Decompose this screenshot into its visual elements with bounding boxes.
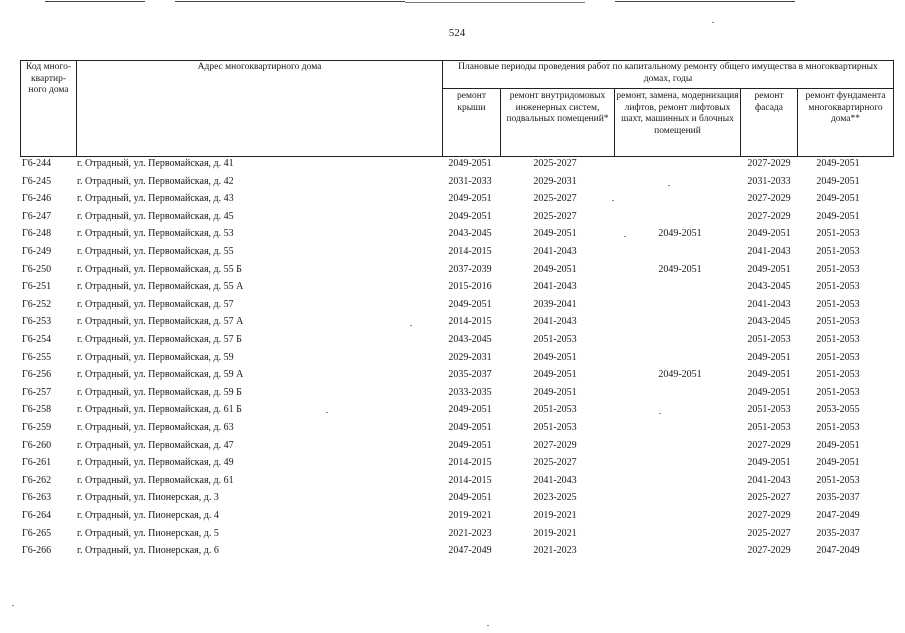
row-roof-period: 2043-2045: [448, 334, 492, 345]
row-facade-period: 2051-2053: [747, 422, 791, 433]
row-address: г. Отрадный, ул. Первомайская, д. 47: [77, 439, 234, 451]
row-roof-period: 2021-2023: [448, 527, 492, 539]
row-address: г. Отрадный, ул. Первомайская, д. 59 Б: [77, 386, 242, 398]
row-roof-period: 2014-2015: [448, 246, 492, 257]
row-engineering-period: 2051-2053: [533, 334, 577, 345]
row-roof-period: 2035-2037: [448, 369, 492, 381]
row-engineering-period: 2051-2053: [533, 404, 577, 416]
row-address: г. Отрадный, ул. Первомайская, д. 41: [77, 158, 234, 169]
table-row: [20, 387, 880, 405]
scan-artifact-line: [45, 1, 145, 2]
row-code: Г6-256: [22, 369, 52, 381]
table-row: [20, 369, 880, 387]
row-address: г. Отрадный, ул. Первомайская, д. 57 А: [77, 316, 244, 328]
row-code: Г6-245: [22, 175, 52, 187]
row-engineering-period: 2051-2053: [533, 422, 577, 433]
row-foundation-period: 2049-2051: [816, 457, 860, 469]
row-facade-period: 2051-2053: [747, 334, 791, 345]
row-facade-period: 2049-2051: [747, 457, 791, 469]
row-roof-period: 2049-2051: [448, 210, 492, 222]
row-facade-period: 2041-2043: [747, 298, 791, 310]
row-address: г. Отрадный, ул. Первомайская, д. 55 А: [77, 281, 244, 293]
table-row: [20, 528, 880, 546]
row-foundation-period: 2051-2053: [816, 228, 860, 240]
col-divider: [614, 88, 615, 157]
table-row: [20, 422, 880, 440]
row-code: Г6-247: [22, 210, 52, 222]
row-address: г. Отрадный, ул. Первомайская, д. 43: [77, 193, 234, 205]
row-code: Г6-258: [22, 404, 52, 416]
header-periods: Плановые периоды проведения работ по капитальному ремонту общего имущества в многоквартирных домах, годы: [458, 62, 878, 84]
row-foundation-period: 2035-2037: [816, 492, 860, 504]
row-facade-period: 2027-2029: [747, 193, 791, 205]
row-engineering-period: 2025-2027: [533, 210, 577, 222]
row-foundation-period: 2049-2051: [816, 210, 860, 222]
row-foundation-period: 2049-2051: [816, 193, 860, 205]
row-address: г. Отрадный, ул. Первомайская, д. 59 А: [77, 369, 244, 381]
row-code: Г6-266: [22, 545, 52, 557]
row-address: г. Отрадный, ул. Пионерская, д. 5: [77, 527, 219, 539]
row-facade-period: 2051-2053: [747, 404, 791, 416]
row-engineering-period: 2041-2043: [533, 281, 577, 293]
scan-artifact-line: [175, 1, 405, 2]
row-code: Г6-252: [22, 298, 52, 310]
row-roof-period: 2014-2015: [448, 457, 492, 469]
table-row: [20, 264, 880, 282]
row-facade-period: 2049-2051: [747, 263, 791, 275]
row-facade-period: 2041-2043: [747, 246, 791, 257]
col-divider: [500, 88, 501, 157]
row-address: г. Отрадный, ул. Пионерская, д. 3: [77, 492, 219, 504]
row-roof-period: 2033-2035: [448, 386, 492, 398]
scan-speck: [668, 185, 670, 186]
scan-artifact-line: [615, 1, 795, 2]
row-code: Г6-261: [22, 457, 52, 469]
scan-speck: [12, 605, 14, 606]
row-foundation-period: 2051-2053: [816, 422, 860, 433]
row-roof-period: 2014-2015: [448, 474, 492, 486]
row-engineering-period: 2021-2023: [533, 545, 577, 557]
scan-speck: [410, 325, 412, 326]
row-roof-period: 2019-2021: [448, 510, 492, 521]
row-facade-period: 2031-2033: [747, 175, 791, 187]
row-facade-period: 2027-2029: [747, 510, 791, 521]
row-address: г. Отрадный, ул. Первомайская, д. 59: [77, 351, 234, 363]
row-foundation-period: 2051-2053: [816, 474, 860, 486]
row-roof-period: 2043-2045: [448, 228, 492, 240]
row-address: г. Отрадный, ул. Первомайская, д. 57 Б: [77, 334, 242, 345]
row-foundation-period: 2051-2053: [816, 263, 860, 275]
row-engineering-period: 2049-2051: [533, 351, 577, 363]
row-engineering-period: 2023-2025: [533, 492, 577, 504]
row-roof-period: 2049-2051: [448, 492, 492, 504]
row-code: Г6-259: [22, 422, 52, 433]
table-row: [20, 316, 880, 334]
table-row: [20, 193, 880, 211]
row-address: г. Отрадный, ул. Первомайская, д. 55: [77, 246, 234, 257]
row-code: Г6-249: [22, 246, 52, 257]
row-foundation-period: 2049-2051: [816, 175, 860, 187]
table-row: [20, 211, 880, 229]
row-engineering-period: 2025-2027: [533, 457, 577, 469]
row-facade-period: 2025-2027: [747, 492, 791, 504]
row-address: г. Отрадный, ул. Первомайская, д. 61: [77, 474, 234, 486]
row-lifts-period: 2049-2051: [658, 228, 702, 240]
row-foundation-period: 2047-2049: [816, 510, 860, 521]
row-facade-period: 2049-2051: [747, 228, 791, 240]
row-engineering-period: 2049-2051: [533, 263, 577, 275]
row-roof-period: 2037-2039: [448, 263, 492, 275]
row-address: г. Отрадный, ул. Первомайская, д. 42: [77, 175, 234, 187]
row-engineering-period: 2041-2043: [533, 316, 577, 328]
row-address: г. Отрадный, ул. Первомайская, д. 57: [77, 298, 234, 310]
row-address: г. Отрадный, ул. Первомайская, д. 49: [77, 457, 234, 469]
row-facade-period: 2027-2029: [747, 158, 791, 169]
row-address: г. Отрадный, ул. Первомайская, д. 61 Б: [77, 404, 242, 416]
row-code: Г6-251: [22, 281, 52, 293]
row-foundation-period: 2051-2053: [816, 281, 860, 293]
row-facade-period: 2027-2029: [747, 545, 791, 557]
row-foundation-period: 2047-2049: [816, 545, 860, 557]
row-facade-period: 2049-2051: [747, 369, 791, 381]
row-engineering-period: 2049-2051: [533, 369, 577, 381]
row-foundation-period: 2051-2053: [816, 369, 860, 381]
table-row: [20, 158, 880, 176]
header-group-divider: [442, 88, 893, 89]
table-row: [20, 281, 880, 299]
table-row: [20, 457, 880, 475]
row-address: г. Отрадный, ул. Первомайская, д. 53: [77, 228, 234, 240]
row-engineering-period: 2025-2027: [533, 158, 577, 169]
col-divider: [76, 60, 77, 157]
row-foundation-period: 2049-2051: [816, 158, 860, 169]
scan-speck: [659, 413, 661, 414]
row-engineering-period: 2049-2051: [533, 228, 577, 240]
table-row: [20, 246, 880, 264]
row-engineering-period: 2025-2027: [533, 193, 577, 205]
header-facade: ремонт фасада: [754, 91, 784, 113]
row-roof-period: 2014-2015: [448, 316, 492, 328]
row-lifts-period: 2049-2051: [658, 263, 702, 275]
row-roof-period: 2049-2051: [448, 158, 492, 169]
scan-speck: [612, 200, 614, 201]
table-row: [20, 545, 880, 563]
row-roof-period: 2049-2051: [448, 298, 492, 310]
row-address: г. Отрадный, ул. Пионерская, д. 4: [77, 510, 219, 521]
row-address: г. Отрадный, ул. Пионерская, д. 6: [77, 545, 219, 557]
row-engineering-period: 2041-2043: [533, 246, 577, 257]
table-row: [20, 475, 880, 493]
scan-speck: [487, 625, 489, 626]
header-code: Код много- квартир- ного дома: [26, 62, 71, 95]
row-code: Г6-244: [22, 158, 52, 169]
scan-speck: [712, 22, 714, 23]
row-engineering-period: 2029-2031: [533, 175, 577, 187]
header-foundation: ремонт фундамента многоквартирного дома**: [805, 91, 886, 124]
table-row: [20, 334, 880, 352]
row-lifts-period: 2049-2051: [658, 369, 702, 381]
row-foundation-period: 2035-2037: [816, 527, 860, 539]
page-number: 524: [448, 27, 466, 39]
row-code: Г6-248: [22, 228, 52, 240]
scan-speck: [326, 412, 328, 413]
row-code: Г6-265: [22, 527, 52, 539]
table-row: [20, 176, 880, 194]
row-facade-period: 2027-2029: [747, 439, 791, 451]
scan-speck: [624, 236, 626, 237]
row-foundation-period: 2051-2053: [816, 316, 860, 328]
row-facade-period: 2041-2043: [747, 474, 791, 486]
row-engineering-period: 2039-2041: [533, 298, 577, 310]
row-roof-period: 2049-2051: [448, 439, 492, 451]
row-roof-period: 2049-2051: [448, 422, 492, 433]
row-code: Г6-246: [22, 193, 52, 205]
row-roof-period: 2047-2049: [448, 545, 492, 557]
row-code: Г6-264: [22, 510, 52, 521]
header-address: Адрес многоквартирного дома: [197, 62, 322, 72]
table-row: [20, 440, 880, 458]
row-roof-period: 2049-2051: [448, 193, 492, 205]
row-facade-period: 2049-2051: [747, 386, 791, 398]
row-foundation-period: 2053-2055: [816, 404, 860, 416]
row-roof-period: 2049-2051: [448, 404, 492, 416]
header-bottom-border: [20, 156, 893, 157]
row-roof-period: 2015-2016: [448, 281, 492, 293]
row-address: г. Отрадный, ул. Первомайская, д. 55 Б: [77, 263, 242, 275]
row-roof-period: 2031-2033: [448, 175, 492, 187]
row-facade-period: 2049-2051: [747, 351, 791, 363]
table-row: [20, 492, 880, 510]
table-row: [20, 510, 880, 528]
row-foundation-period: 2051-2053: [816, 334, 860, 345]
row-facade-period: 2043-2045: [747, 316, 791, 328]
row-facade-period: 2043-2045: [747, 281, 791, 293]
row-address: г. Отрадный, ул. Первомайская, д. 45: [77, 210, 234, 222]
row-code: Г6-250: [22, 263, 52, 275]
table-row: [20, 299, 880, 317]
table-row: [20, 404, 880, 422]
row-code: Г6-257: [22, 386, 52, 398]
row-address: г. Отрадный, ул. Первомайская, д. 63: [77, 422, 234, 433]
row-foundation-period: 2051-2053: [816, 298, 860, 310]
row-foundation-period: 2051-2053: [816, 386, 860, 398]
table-row: [20, 352, 880, 370]
row-roof-period: 2029-2031: [448, 351, 492, 363]
row-engineering-period: 2019-2021: [533, 527, 577, 539]
row-facade-period: 2025-2027: [747, 527, 791, 539]
table-top-border: [20, 60, 893, 61]
header-engineering: ремонт внутридомовых инженерных систем, подвальных помещений*: [506, 91, 609, 124]
row-code: Г6-263: [22, 492, 52, 504]
scan-artifact-line: [405, 2, 585, 3]
row-facade-period: 2027-2029: [747, 210, 791, 222]
row-code: Г6-253: [22, 316, 52, 328]
header-lifts: ремонт, замена, модернизация лифтов, ремонт лифтовых шахт, машинных и блочных помещений: [616, 91, 739, 136]
row-foundation-period: 2049-2051: [816, 439, 860, 451]
row-code: Г6-255: [22, 351, 52, 363]
row-code: Г6-260: [22, 439, 52, 451]
row-engineering-period: 2019-2021: [533, 510, 577, 521]
row-foundation-period: 2051-2053: [816, 351, 860, 363]
table-row: [20, 228, 880, 246]
row-code: Г6-262: [22, 474, 52, 486]
row-engineering-period: 2049-2051: [533, 386, 577, 398]
row-engineering-period: 2041-2043: [533, 474, 577, 486]
row-code: Г6-254: [22, 334, 52, 345]
header-roof: ремонт крыши: [457, 91, 486, 113]
row-foundation-period: 2051-2053: [816, 246, 860, 257]
row-engineering-period: 2027-2029: [533, 439, 577, 451]
